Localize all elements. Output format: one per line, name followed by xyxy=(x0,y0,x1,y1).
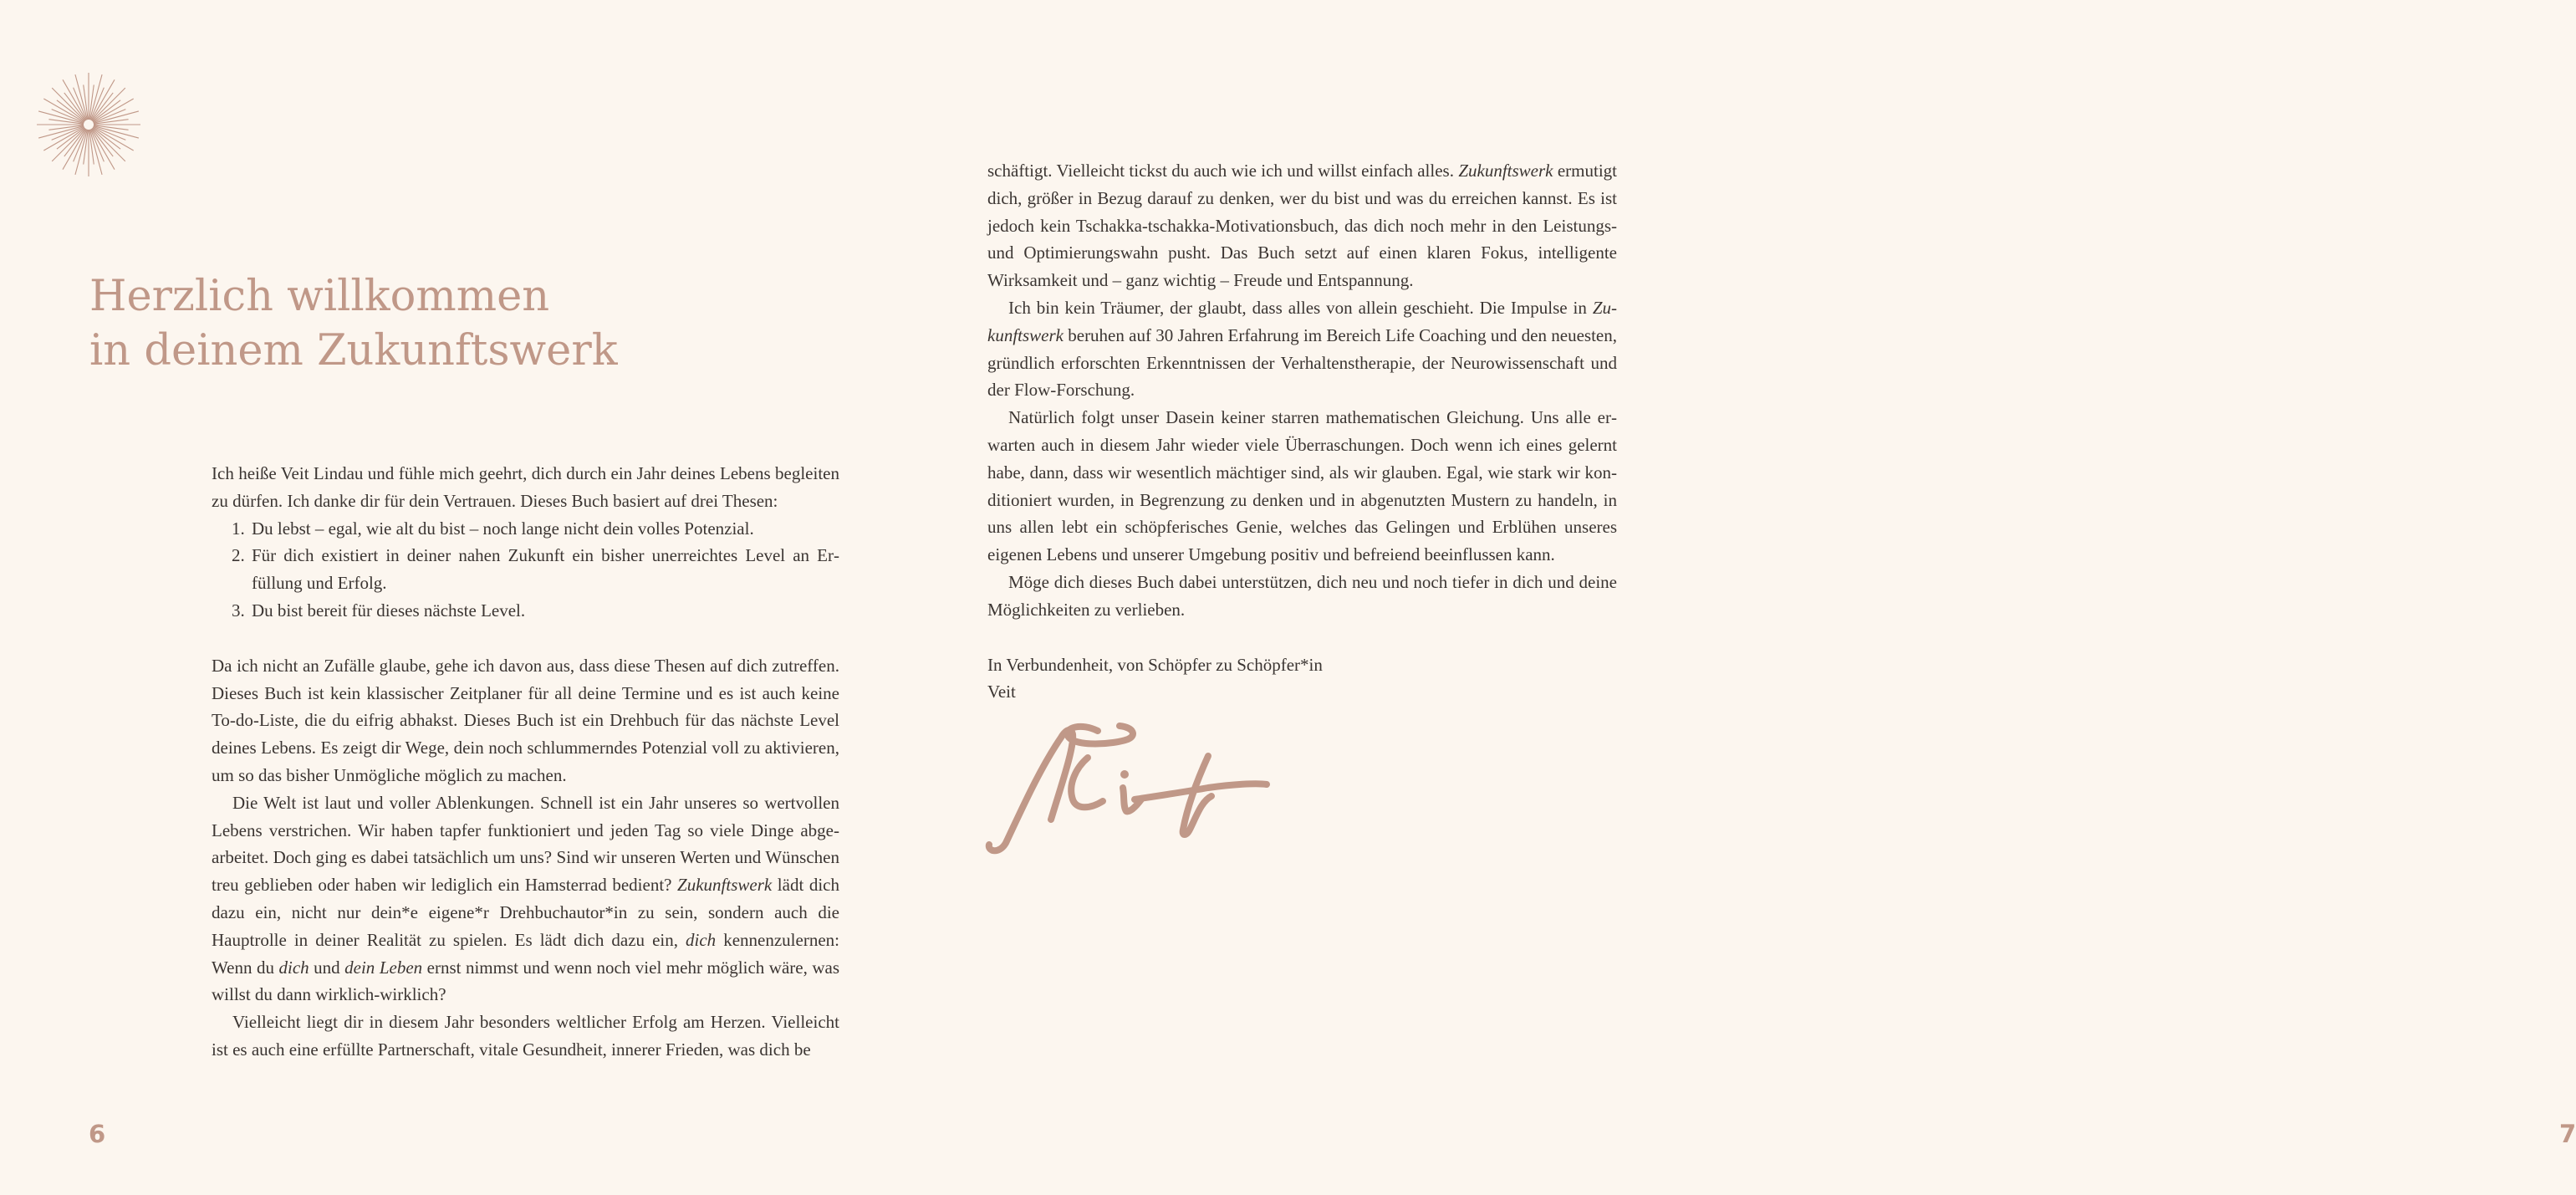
closing-line: In Verbundenheit, von Schöpfer zu Schöpfer*in xyxy=(987,654,1323,675)
thesis-item xyxy=(212,597,839,625)
paragraph-gap xyxy=(212,625,839,652)
paragraph-text: Möge dich dieses Buch dabei unterstützen, dich neu und noch tiefer in dich und deine Möglichkeiten zu verlieben. xyxy=(987,571,1617,620)
thesis-text: Für dich existiert in deiner nahen Zukunft ein bisher unerreichtes Level an Erfüllung und Erfolg. xyxy=(252,545,839,594)
chapter-title-line-2: in deinem Zukunftswerk xyxy=(89,326,618,375)
closing-name: Veit xyxy=(987,682,1016,702)
paragraph-text: Ich bin kein Träumer, der glaubt, dass alles von allein geschieht. Die Impulse in xyxy=(1008,297,1593,318)
paragraph-text: und xyxy=(309,957,345,978)
thesis-number: 3. xyxy=(232,600,245,620)
thesis-text: Du bist bereit für dieses nächste Level. xyxy=(252,600,526,620)
thesis-number: 1. xyxy=(232,518,245,539)
paragraph-text: Vielleicht liegt dir in diesem Jahr besonders weltlicher Erfolg am Herzen. Vielleicht ist es auch eine erfüllte Partnerschaft, vitale Gesundheit, innerer Frieden, was dich be xyxy=(212,1012,839,1060)
thesis-number: 2. xyxy=(232,545,245,566)
right-body-text xyxy=(987,157,1617,706)
chapter-title xyxy=(89,269,618,378)
emphasis-italic: dich xyxy=(278,957,309,978)
body-paragraph xyxy=(987,157,1617,294)
page-number-right: 7 xyxy=(2559,1120,2576,1148)
intro-paragraph xyxy=(212,460,839,515)
paragraph-text: kennenzulernen: Wenn du xyxy=(212,929,839,978)
body-paragraph xyxy=(212,1009,839,1064)
paragraph-text: Die Welt ist laut und voller Ablenkungen. Schnell ist ein Jahr unseres so wertvollen Lebens verstrichen. Wir haben tapfer funktioniert und jeden Tag so viele Dinge abgearbeitet. Doch ging es dabei tatsächlich um uns? Sind wir unseren Werten und Wünschen treu geblieben oder haben wir lediglich ein Hamsterrad bedient? xyxy=(212,792,839,896)
book-title-italic: Zukunftswerk xyxy=(677,875,773,896)
body-paragraph xyxy=(212,789,839,1009)
paragraph-text: lädt dich dazu ein, nicht nur dein*e eigene*r Drehbuchautor*in zu sein, sondern auch die Hauptrolle in deiner Realität zu spielen. Es lädt dich dazu ein, xyxy=(212,875,839,950)
theses-list xyxy=(212,515,839,625)
thesis-item xyxy=(212,515,839,543)
paragraph-text: Da ich nicht an Zufälle glaube, gehe ich davon aus, dass diese Thesen auf dich zutreffen. Dieses Buch ist kein klassischer Zeitplaner für all deine Termine und es ist auch keine To-do-Liste, die du eifrig abhakst. Dieses Buch ist ein Drehbuch für das nächste Level deines Lebens. Es zeigt dir Wege, dein noch schlummerndes Potenzial voll zu aktivieren, um so das bisher Unmögliche möglich zu machen. xyxy=(212,655,839,785)
paragraph-text: beruhen auf 30 Jahren Erfahrung im Bereich Life Coaching und den neuesten, gründlich erforschten Erkenntnissen der Verhaltenstherapie, der Neurowissenschaft und der Flow-Forschung. xyxy=(987,324,1617,401)
paragraph-gap xyxy=(987,624,1617,651)
book-title-italic: Zukunftswerk xyxy=(1458,161,1553,181)
body-paragraph xyxy=(987,294,1617,404)
left-body-text xyxy=(212,460,839,1064)
intro-text: Ich heiße Veit Lindau und fühle mich geehrt, dich durch ein Jahr deines Lebens begleiten zu dürfen. Ich danke dir für dein Vertrauen. Dieses Buch basiert auf drei Thesen: xyxy=(212,463,839,511)
signature-icon xyxy=(981,719,1273,861)
right-page xyxy=(914,0,2576,1195)
left-page xyxy=(0,0,913,1195)
paragraph-text: schäftigt. Vielleicht tickst du auch wie ich und willst einfach alles. xyxy=(987,161,1459,181)
thesis-text: Du lebst – egal, wie alt du bist – noch lange nicht dein volles Potenzial. xyxy=(252,518,754,539)
body-paragraph xyxy=(987,569,1617,624)
emphasis-italic: dein Leben xyxy=(344,957,423,978)
body-paragraph xyxy=(212,652,839,789)
paragraph-text: ernst nimmst und wenn noch viel mehr möglich wäre, was willst du dann wirklich-wirklich? xyxy=(212,957,840,1005)
sunburst-icon xyxy=(33,69,144,180)
thesis-item xyxy=(212,542,839,597)
paragraph-text: ermutigt dich, größer in Bezug darauf zu denken, wer du bist und was du erreichen kannst. Es ist jedoch kein Tschakka-tschakka-Motivationsbuch, das dich noch mehr in den Leistungs- und Optimierungswahn pusht. Das Buch setzt auf einen klaren Fokus, intelligente Wirksamkeit und – ganz wichtig – Freude und Entspannung. xyxy=(987,161,1617,291)
page-number-left: 6 xyxy=(89,1120,106,1148)
body-paragraph xyxy=(987,404,1617,569)
paragraph-text: Natürlich folgt unser Dasein keiner starren mathematischen Gleichung. Uns alle erwarten auch in diesem Jahr wieder viele Überraschungen. Doch wenn ich eines gelernt habe, dann, dass wir wesentlich mächtiger sind, als wir glauben. Egal, wie stark wir konditioniert wurden, in Begrenzung zu denken und in abgenutzten Mustern zu handeln, in uns allen lebt ein schöpferisches Genie, welches das Gelingen und Erblühen unseres eigenen Lebens und unserer Umgebung positiv und befreiend beeinflussen kann. xyxy=(987,407,1617,565)
book-title-italic: Zukunftswerk xyxy=(987,297,1617,345)
chapter-title-line-1: Herzlich willkommen xyxy=(89,272,550,321)
emphasis-italic: dich xyxy=(686,929,717,950)
